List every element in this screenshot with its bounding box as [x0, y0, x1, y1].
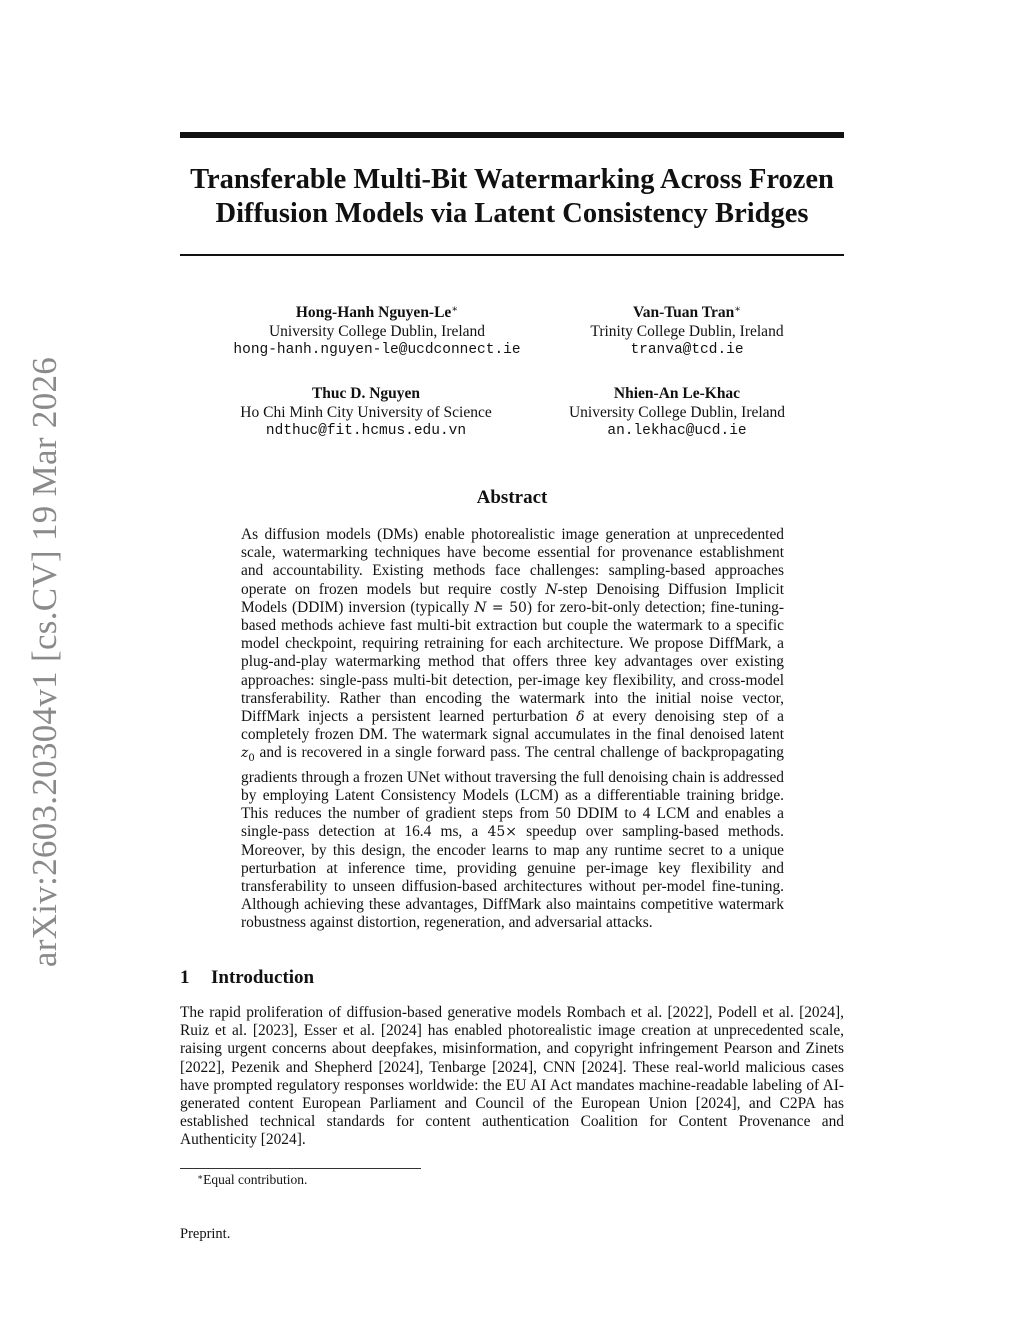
footnote-rule [180, 1168, 421, 1169]
author-affiliation: University College Dublin, Ireland [268, 323, 486, 340]
title-bottom-rule [180, 254, 844, 256]
footnote-mark: ∗ [197, 1172, 204, 1182]
author-block-1 [197, 300, 557, 360]
author-block-3 [186, 384, 546, 441]
math-variable: N [545, 581, 558, 598]
paper-title: Transferable Multi-Bit Watermarking Across Frozen Diffusion Models via Latent Consistency Bridges [190, 164, 834, 229]
math-symbol: δ [576, 709, 585, 726]
footnote-text: Equal contribution. [203, 1172, 308, 1187]
author-block-4 [497, 384, 857, 441]
equal-contribution-mark: ∗ [734, 304, 742, 315]
author-affiliation: Trinity College Dublin, Ireland [590, 323, 784, 340]
section-number: 1 [180, 967, 190, 988]
section-heading [180, 967, 314, 989]
author-name: Thuc D. Nguyen [311, 385, 421, 402]
author-name: Nhien-An Le-Khac [613, 385, 741, 402]
author-affiliation: University College Dublin, Ireland [568, 404, 786, 421]
math-subscript: 0 [248, 753, 255, 765]
author-email[interactable]: ndthuc@fit.hcmus.edu.vn [265, 423, 467, 439]
author-email[interactable]: tranva@tcd.ie [630, 342, 744, 358]
arxiv-identifier[interactable]: arXiv:2603.20304v1 [cs.CV] 19 Mar 2026 [25, 356, 64, 968]
author-email[interactable]: an.lekhac@ucd.ie [607, 423, 747, 439]
math-variable: z [241, 745, 249, 762]
title-top-rule [180, 132, 844, 138]
author-affiliation: Ho Chi Minh City University of Science [240, 404, 492, 421]
introduction-paragraph: The rapid proliferation of diffusion-based generative models Rombach et al. [2022], Podell et al. [2024], Ruiz et al. [2023], Esser et al. [2024] has enabled photorealistic image creation at unprecedented scale, raising urgent concerns about deepfakes, misinformation, and copyright infringement Pearson and Zinets [2022], Pezenik and Shepherd [2024], Tenbarge [2024], CNN [2024]. These real-world malicious cases have prompted regulatory responses worldwide: the EU AI Act mandates machine-readable labeling of AI-generated content European Parliament and Council of the European Union [2024], and C2PA has established technical standards for content authentication Coalition for Content Provenance and Authenticity [2024]. [180, 1004, 844, 1149]
abstract-heading: Abstract [476, 487, 548, 508]
author-block-2 [507, 300, 867, 360]
equal-contribution-mark: ∗ [451, 304, 459, 315]
section-title: Introduction [211, 967, 315, 988]
math-expression: 45× [487, 824, 517, 841]
math-variable: N [474, 599, 487, 616]
abstract-body: As diffusion models (DMs) enable photorealistic image generation at unprecedented scale, watermarking techniques have become essential for provenance establishment and accountability. Existing methods face challenges: sampling-based approaches operate on frozen models but require costly N-step Denoising Diffusion Implicit Models (DDIM) inversion (typically N = 50) for zero-bit-only detection; fine-tuning-based methods achieve fast multi-bit extraction but couple the watermark to a specific model checkpoint, requiring retraining for each architecture. We propose DiffMark, a plug-and-play watermarking method that offers three key advantages over existing approaches: single-pass multi-bit detection, per-image key flexibility, and cross-model transferability. Rather than encoding the watermark into the initial noise vector, DiffMark injects a persistent learned perturbation δ at every denoising step of a completely frozen DM. The watermark signal accumulates in the final denoised latent $z_0$ and is recovered in a single forward pass. The central challenge of backpropagating gradients through a frozen UNet without traversing the full denoising chain is addressed by employing Latent Consistency Models (LCM) as a differentiable training bridge. This reduces the number of gradient steps from 50 DDIM to 4 LCM and enables a single-pass detection at 16.4 ms, a 45× speedup over sampling-based methods. Moreover, by this design, the encoder learns to map any runtime secret to a unique perturbation at inference time, providing genuine per-image key flexibility and transferability to unseen diffusion-based architectures without per-model fine-tuning. Although achieving these advantages, DiffMark also maintains competitive watermark robustness against distortion, regeneration, and adversarial attacks. [241, 526, 784, 932]
math-expression: = 50 [486, 599, 527, 616]
footnote [197, 1172, 307, 1188]
author-email[interactable]: hong-hanh.nguyen-le@ucdconnect.ie [233, 342, 521, 358]
author-name: Van-Tuan Tran [632, 304, 735, 321]
preprint-label: Preprint. [180, 1226, 231, 1242]
author-name: Hong-Hanh Nguyen-Le [295, 304, 452, 321]
